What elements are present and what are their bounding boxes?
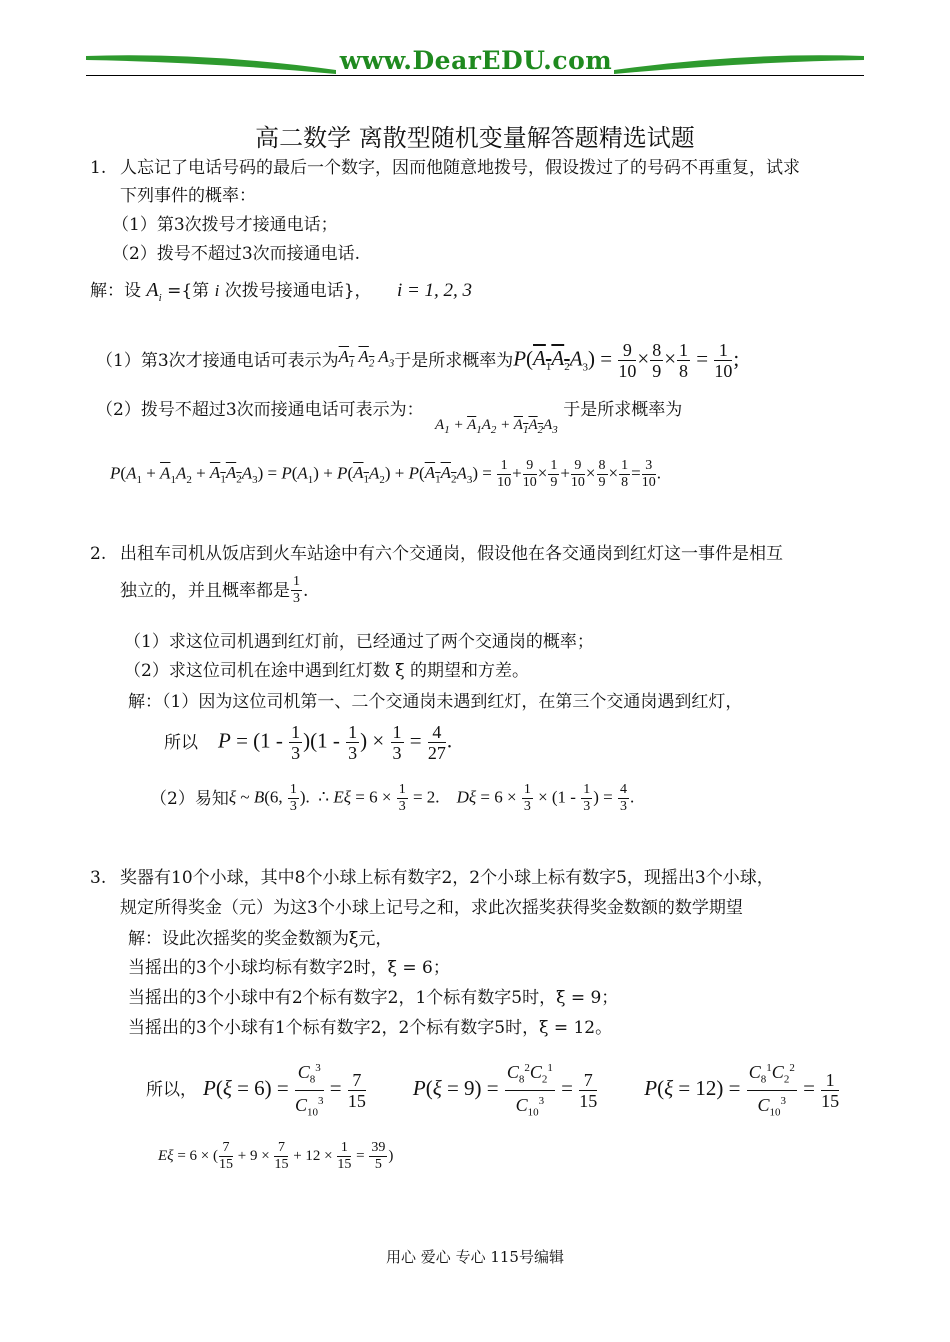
- q1-answer2: [96, 398, 683, 436]
- q2-prob-fraction: $\frac{1}{3}$: [293, 574, 300, 606]
- q2-formula2: ξ ~ B(6, $\frac{1}{3}$ ). ∴ Eξ = 6 × $\frac{1}{3}$ = 2. Dξ = 6 × $\frac{1}{3}$ × (1 - $\frac{1}{3}$ ) = $\frac{4}{3}$ .: [228, 782, 635, 814]
- q3-number: 3.: [90, 868, 107, 888]
- q1-sol-i: i: [214, 281, 220, 300]
- q3-solution1: 解：设此次摇奖的奖金数额为ξ元，: [128, 929, 393, 949]
- q1-number: 1.: [90, 158, 107, 178]
- q2-formula1: P = (1 - $\frac{1}{3}$ )(1 - $\frac{1}{3}$ ) × $\frac{1}{3}$ = $\frac{4}{27}$ .: [218, 722, 453, 763]
- q2-part1: （1）求这位司机遇到红灯前，已经通过了两个交通岗的概率；: [124, 632, 594, 652]
- q3-probabilities: [146, 1058, 840, 1122]
- q2-line1: 出租车司机从饭店到火车站途中有六个交通岗，假设他在各交通岗到红灯这一事件是相互: [120, 544, 783, 564]
- header-swoosh-left: [86, 50, 336, 76]
- q3-so: 所以，: [146, 1080, 197, 1101]
- q1-a1-formula: $P(A_1A_2A_3)$ = $\frac{9}{10}$ × $\frac{8}{9}$ × $\frac{1}{8}$ = $\frac{1}{10}$ ;: [513, 340, 740, 381]
- q1-solution-def: [90, 278, 472, 310]
- q3-solution4: 当摇出的3个小球有1个标有数字2，2个标有数字5时，ξ = 12。: [128, 1018, 613, 1038]
- q1-part2: （2）拨号不超过3次而接通电话.: [112, 244, 361, 264]
- q2-solution1-formula: [164, 722, 452, 763]
- q2-solution1: 解：（1）因为这位司机第一、二个交通岗未遇到红灯，在第三个交通岗遇到红灯，: [128, 692, 743, 712]
- page-title: 高二数学 离散型随机变量解答题精选试题: [255, 124, 695, 152]
- q3-solution3: 当摇出的3个小球中有2个标有数字2，1个标有数字5时，ξ = 9；: [128, 988, 619, 1008]
- q1-sol-var: $A_i$: [146, 279, 162, 304]
- q1-a2-prefix: （2）拨号不超过3次而接通电话可表示为：: [96, 400, 424, 420]
- header-banner: [86, 46, 864, 82]
- header-site-logo: www.DearEDU.com: [339, 46, 613, 75]
- q1-answer2-formula: $P(A_1 + \overline{A}_1A_2 + A_1A_2A_3) = P(A_1) + P(A_1A_2) + P(A_1A_2A_3)$ = $\frac{1}{10}$ + $\frac{9}{10}$ × $\frac{1}{9}$ + $\frac{9}{10}$ × $\frac{8}{9}$ × $\frac{1}{8}$ = $\frac{3}{10}$ .: [110, 458, 661, 490]
- q1-a1-mid: 于是所求概率为: [394, 350, 514, 371]
- q1-a2-event: $A_1 + \overline{A}_1A_2 + A_1A_2A_3$: [435, 417, 558, 436]
- header-rule: [86, 75, 864, 76]
- q3-solution2: 当摇出的3个小球均标有数字2时，ξ = 6；: [128, 958, 450, 978]
- q2-line2: 独立的，并且概率都是 $\frac{1}{3}$ .: [120, 574, 309, 606]
- q1-sol-def2: 次拨号接通电话}，: [224, 281, 372, 301]
- q1-sol-prefix: 解：设: [90, 281, 141, 301]
- q3-formula-p6: P(ξ = 6) = $\frac{C_8^3}{C_{10}^3}$ = $\frac{7}{15}$: [203, 1058, 367, 1122]
- q2-solution2: [150, 782, 634, 815]
- q1-a2-mid: 于是所求概率为: [563, 400, 683, 420]
- q1-part1: （1）第3次拨号才接通电话；: [112, 215, 338, 235]
- q3-line2: 规定所得奖金（元）为这3个小球上记号之和，求此次摇奖获得奖金数额的数学期望: [120, 898, 743, 918]
- q2-part2: （2）求这位司机在途中遇到红灯数 ξ 的期望和方差。: [124, 661, 529, 681]
- q1-a1-prefix: （1）第3次才接通电话可表示为: [96, 350, 339, 371]
- q1-a1-event: $A_1$ $A_2$ $A_3$: [338, 347, 395, 370]
- page-footer: 用心 爱心 专心 115号编辑: [386, 1248, 564, 1266]
- q2-line2-text: 独立的，并且概率都是: [120, 580, 290, 601]
- q1-line2: 下列事件的概率：: [120, 186, 256, 206]
- q2-so: 所以: [164, 732, 198, 753]
- q2-sol2-prefix: （2）易知: [150, 788, 229, 809]
- q3-formula-p12: P(ξ = 12) = $\frac{C_8^1C_2^2}{C_{10}^3}$ = $\frac{1}{15}$: [644, 1058, 840, 1122]
- q3-expectation: Eξ = 6 × ( $\frac{7}{15}$ + 9 × $\frac{7}{15}$ + 12 × $\frac{1}{15}$ = $\frac{39}{5}$ ): [158, 1140, 394, 1172]
- q1-answer1: [96, 340, 739, 381]
- q1-sol-def: ={第: [167, 281, 210, 301]
- q3-line1: 奖器有10个小球，其中8个小球上标有数字2，2个小球上标有数字5，现摇出3个小球，: [120, 868, 774, 888]
- q3-formula-p9: P(ξ = 9) = $\frac{C_8^2C_2^1}{C_{10}^3}$ = $\frac{7}{15}$: [413, 1058, 598, 1122]
- q1-sol-range: i = 1, 2, 3: [396, 280, 473, 301]
- header-swoosh-right: [614, 50, 864, 76]
- q1-line1: 人忘记了电话号码的最后一个数字，因而他随意地拨号，假设拨过了的号码不再重复，试求: [120, 158, 800, 178]
- q2-number: 2.: [90, 544, 107, 564]
